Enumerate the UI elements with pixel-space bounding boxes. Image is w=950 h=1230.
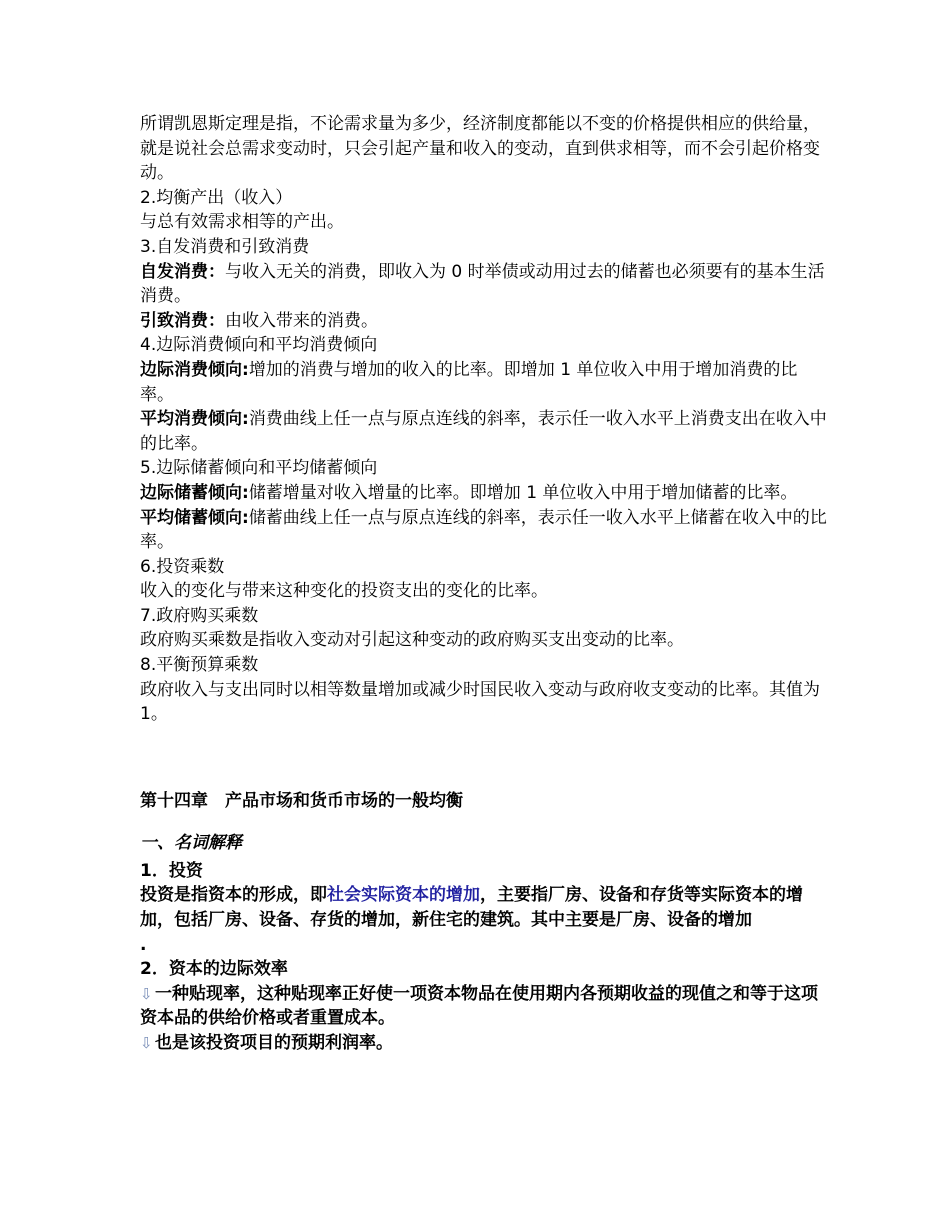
item-def-3a bbox=[140, 260, 830, 309]
item-heading-6: 6.投资乘数 bbox=[140, 556, 225, 577]
item-heading-5: 5.边际储蓄倾向和平均储蓄倾向 bbox=[140, 458, 378, 479]
definition: 储蓄增量对收入增量的比率。即增加 1 单位收入中用于增加储蓄的比率。 bbox=[248, 482, 798, 503]
item-text-7: 政府购买乘数是指收入变动对引起这种变动的政府购买支出变动的比率。 bbox=[140, 630, 684, 651]
item-def-5a bbox=[140, 481, 830, 506]
q1-pre: 投资是指资本的形成，即 bbox=[140, 885, 327, 906]
q2-line1 bbox=[140, 982, 830, 1031]
item-def-4b bbox=[140, 407, 830, 456]
down-arrow-icon: ⇩ bbox=[140, 1034, 153, 1052]
item-text-2: 与总有效需求相等的产出。 bbox=[140, 212, 344, 233]
term: 边际消费倾向: bbox=[140, 359, 249, 380]
term: 引致消费： bbox=[140, 310, 225, 331]
item-def-5b bbox=[140, 506, 830, 555]
term: 自发消费： bbox=[140, 261, 225, 282]
item-heading-7: 7.政府购买乘数 bbox=[140, 605, 259, 626]
definition: 增加的消费与增加的收入的比率。即增加 1 单位收入中用于增加消费的比率。 bbox=[140, 359, 798, 405]
definition: 与收入无关的消费，即收入为 0 时举债或动用过去的储蓄也必须要有的基本生活消费。 bbox=[140, 261, 825, 307]
section-title: 一、名词解释 bbox=[140, 832, 242, 853]
item-heading-2: 2.均衡产出（收入） bbox=[140, 187, 293, 208]
definition: 消费曲线上任一点与原点连线的斜率，表示任一收入水平上消费支出在收入中的比率。 bbox=[140, 409, 827, 454]
q2-line1-text: 一种贴现率，这种贴现率正好使一项资本物品在使用期内各预期收益的现值之和等于这项资本品的供给价格或者重置成本。 bbox=[140, 983, 818, 1029]
q2-title: 2．资本的边际效率 bbox=[140, 959, 288, 980]
q1-link[interactable]: 社会实际资本的增加 bbox=[327, 885, 480, 906]
q1-dot: . bbox=[140, 934, 147, 955]
q1-title: 1．投资 bbox=[140, 860, 203, 881]
item-heading-4: 4.边际消费倾向和平均消费倾向 bbox=[140, 335, 378, 356]
item-text-6: 收入的变化与带来这种变化的投资支出的变化的比率。 bbox=[140, 581, 548, 602]
item-heading-8: 8.平衡预算乘数 bbox=[140, 655, 259, 676]
definition: 由收入带来的消费。 bbox=[225, 310, 378, 331]
definition: 储蓄曲线上任一点与原点连线的斜率，表示任一收入水平上储蓄在收入中的比率。 bbox=[140, 507, 827, 553]
spacer bbox=[140, 727, 830, 789]
document-page bbox=[140, 112, 830, 1056]
item-def-4a bbox=[140, 358, 830, 407]
item-def-3b bbox=[140, 309, 830, 334]
item-text-8: 政府收入与支出同时以相等数量增加或减少时国民收入变动与政府收支变动的比率。其值为 1。 bbox=[140, 679, 820, 725]
chapter-body bbox=[140, 859, 830, 1056]
item-heading-3: 3.自发消费和引致消费 bbox=[140, 236, 310, 257]
intro-paragraph: 所谓凯恩斯定理是指，不论需求量为多少，经济制度都能以不变的价格提供相应的供给量，就是说社会总需求变动时，只会引起产量和收入的变动，直到供求相等，而不会引起价格变动。 bbox=[140, 114, 820, 184]
down-arrow-icon: ⇩ bbox=[140, 984, 153, 1003]
term: 平均储蓄倾向: bbox=[140, 507, 249, 528]
term: 平均消费倾向: bbox=[140, 409, 249, 430]
q2-line2 bbox=[140, 1031, 830, 1056]
q1-post: ，主要指厂房、设备和存货等实际资本的增加，包括厂房、设备、存货的增加，新住宅的建筑。其中主要是厂房、设备的增加 bbox=[140, 885, 803, 931]
chapter-title: 第十四章 产品市场和货币市场的一般均衡 bbox=[140, 790, 463, 811]
term: 边际储蓄倾向: bbox=[140, 482, 249, 503]
q1-definition bbox=[140, 883, 830, 932]
q2-line2-text: 也是该投资项目的预期利润率。 bbox=[155, 1033, 393, 1053]
